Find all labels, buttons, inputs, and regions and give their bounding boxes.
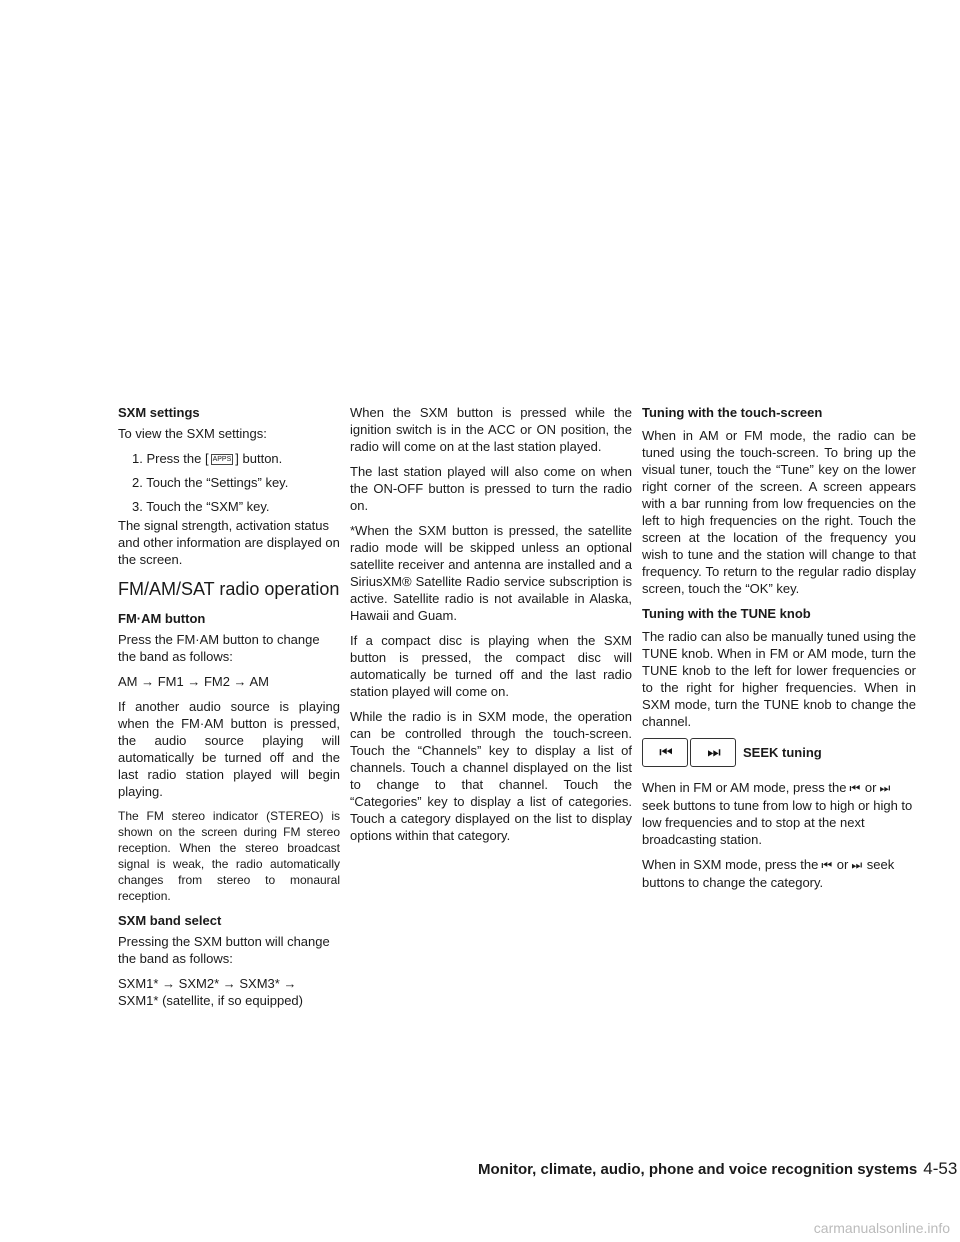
- skip-forward-icon: ⏭: [707, 744, 719, 761]
- footer-title: Monitor, climate, audio, phone and voice recognition systems: [478, 1161, 918, 1178]
- watermark: carmanualsonline.info: [813, 1220, 950, 1236]
- seek-p2-pre: When in SXM mode, press the: [642, 857, 819, 872]
- sxm-settings-intro: To view the SXM settings:: [118, 426, 267, 441]
- step-1-text-end: ] button.: [235, 451, 283, 466]
- seek-next-button: [690, 738, 736, 767]
- seek-p1-pre: When in FM or AM mode, press the: [642, 780, 847, 795]
- fmam-heading: FM·AM button: [118, 611, 206, 626]
- sxm-settings-steps: [118, 450, 340, 515]
- step-3: 3. Touch the “SXM” key.: [132, 499, 270, 514]
- col2-p1: When the SXM button is pressed while the ignition switch is in the ACC or ON position, the radio will come on at the last station played.: [350, 405, 632, 454]
- knob-p1: The radio can also be manually tuned using the TUNE knob. When in FM or AM mode, turn the TUNE knob to the left for lower frequencies or to the right for higher frequencies. When in SXM mode, turn the TUNE knob to change the channel.: [642, 629, 916, 729]
- step-1-text: 1. Press the [: [132, 451, 209, 466]
- skip-back-icon: ⏮: [849, 781, 859, 795]
- sxm-band-heading: SXM band select: [118, 913, 222, 928]
- seek-p2: [642, 856, 916, 891]
- seek-p1-or: or: [864, 780, 877, 795]
- seek-p1: [642, 779, 916, 848]
- skip-back-icon: ⏮: [821, 858, 831, 872]
- seek-p2-post: seek buttons to change the category.: [642, 857, 895, 890]
- sxm-band-p1: Pressing the SXM button will change the band as follows:: [118, 934, 330, 966]
- column-2: [350, 404, 632, 852]
- touch-heading: Tuning with the touch-screen: [642, 405, 823, 420]
- apps-icon: APPS: [212, 456, 232, 464]
- col2-p4: If a compact disc is playing when the SXM button is pressed, the compact disc will automatically be turned off and the last radio station played will come on.: [350, 633, 632, 699]
- skip-back-icon: ⏮: [659, 744, 671, 761]
- col2-p2: The last station played will also come on when the ON-OFF button is pressed to turn the radio on.: [350, 464, 632, 513]
- col2-p3: *When the SXM button is pressed, the satellite radio mode will be skipped unless an optional satellite receiver and antenna are installed and a SiriusXM® Satellite Radio service subscription is active. Satellite radio is not available in Alaska, Hawaii and Guam.: [350, 523, 632, 623]
- seek-buttons-row: [642, 738, 916, 767]
- knob-heading: Tuning with the TUNE knob: [642, 606, 811, 621]
- sxm-settings-note: The signal strength, activation status and other information are displayed on the screen.: [118, 518, 340, 567]
- section-title: FM/AM/SAT radio operation: [118, 579, 340, 599]
- skip-forward-icon: ⏭: [879, 781, 889, 795]
- column-3: [642, 404, 916, 899]
- column-1: [118, 404, 340, 1017]
- seek-prev-button: [642, 738, 688, 767]
- touch-p1: When in AM or FM mode, the radio can be tuned using the touch-screen. To bring up the visual tuner, touch the “Tune” key on the lower right corner of the screen. A screen appears with a bar running from low frequencies on the left to high frequencies on the right. Touch the screen at the location of the frequency you wish to tune and the station will change to that frequency. To return to the regular radio display screen, touch the “OK” key.: [642, 428, 916, 596]
- page-footer: [478, 1159, 958, 1178]
- step-2: 2. Touch the “Settings” key.: [132, 475, 289, 490]
- fmam-sequence: AM → FM1 → FM2 → AM: [118, 674, 269, 689]
- seek-p1-post: seek buttons to tune from low to high or high to low frequencies and to stop at the next broadcasting station.: [642, 798, 913, 847]
- fmam-p2: If another audio source is playing when the FM·AM button is pressed, the audio source playing will automatically be turned off and the last radio station played will begin playing.: [118, 699, 340, 799]
- seek-tuning-label: SEEK tuning: [743, 745, 822, 760]
- fmam-p3: The FM stereo indicator (STEREO) is shown on the screen during FM stereo reception. When the stereo broadcast signal is weak, the radio automatically changes from stereo to monaural reception.: [118, 809, 340, 903]
- sxm-settings-heading: SXM settings: [118, 405, 200, 420]
- skip-forward-icon: ⏭: [851, 858, 861, 872]
- seek-p2-or: or: [836, 857, 849, 872]
- step-1: [118, 450, 340, 467]
- col2-p5: While the radio is in SXM mode, the operation can be controlled through the touch-screen. Touch the “Channels” key to display a list of channels. Touch a channel displayed on the list to change to that channel. Touch the “Categories” key to display a list of categories. Touch a category displayed on the list to display options within that category.: [350, 709, 632, 843]
- fmam-p1: Press the FM·AM button to change the band as follows:: [118, 632, 320, 664]
- sxm-band-sequence: SXM1* → SXM2* → SXM3* → SXM1* (satellite, if so equipped): [118, 976, 303, 1008]
- page-number: 4-53: [923, 1159, 958, 1178]
